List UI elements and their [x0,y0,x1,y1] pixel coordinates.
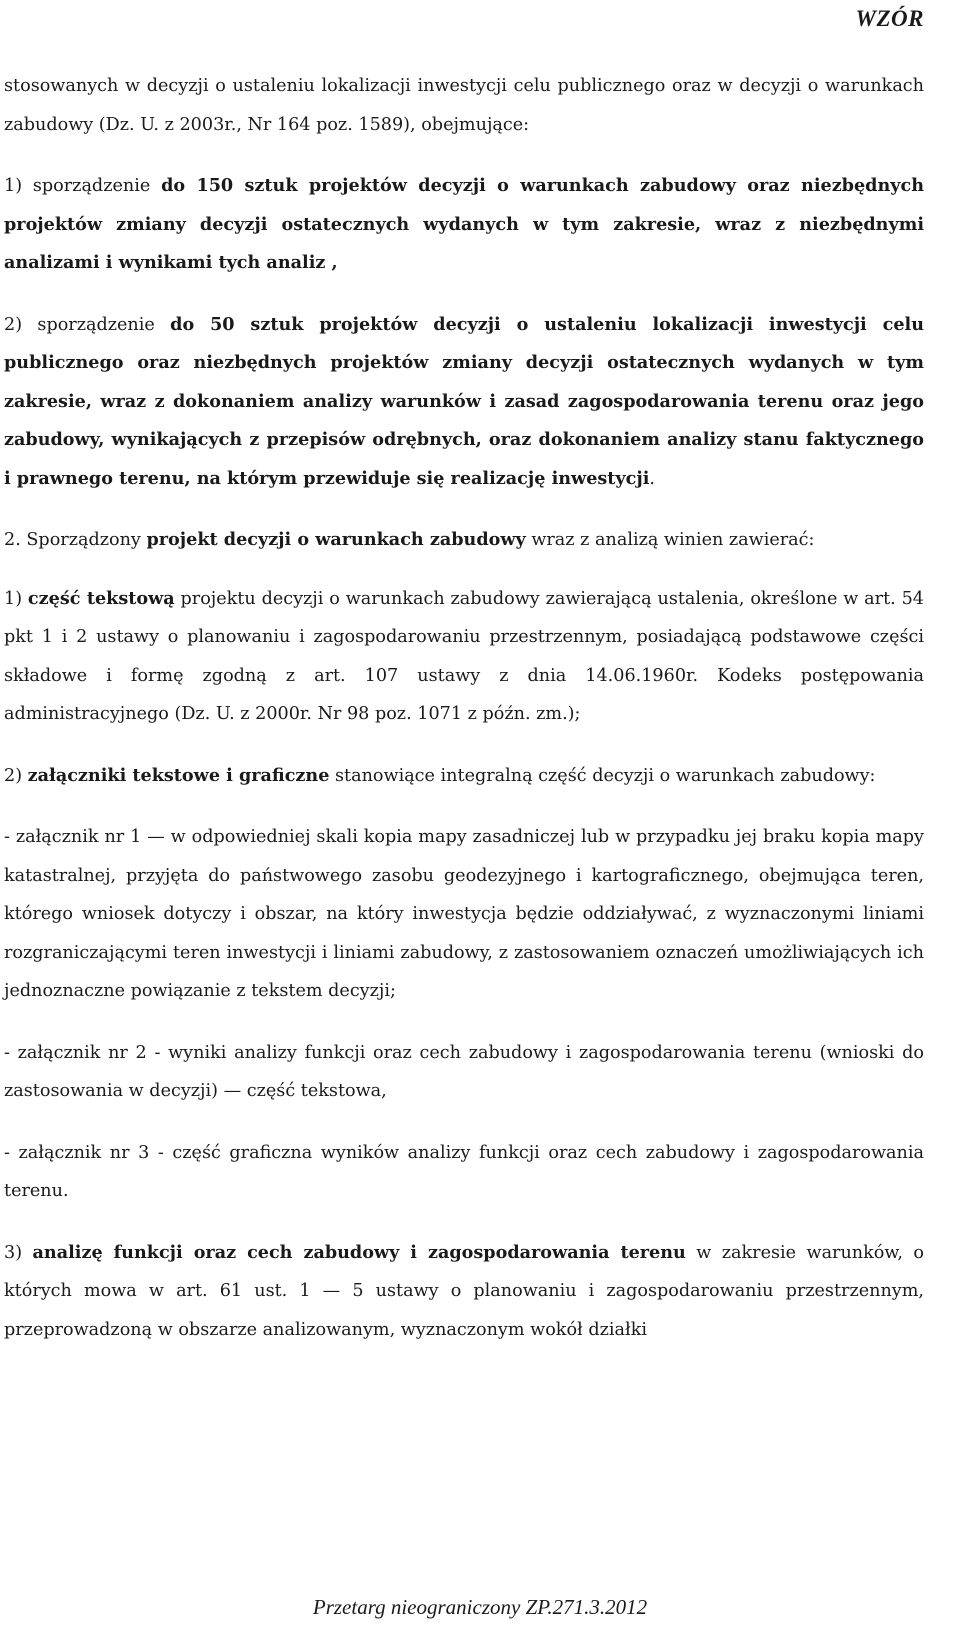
section-2-lead: 2. Sporządzony [4,530,147,550]
attachments-lead: 2) [4,765,28,786]
section-2-tail: wraz z analizą winien zawierać: [525,530,815,550]
document-mark: WZÓR [855,6,924,31]
item-2-bold: do 50 sztuk projektów decyzji o ustaleniu lokalizacji inwestycji celu publicznego oraz niezbędnych projektów zmiany decyzji ostatecznych wydanych w tym zakresie, wraz z dokonaniem analizy warunków i zasad zagospodarowania terenu oraz jego zabudowy, wynikających z przepisów odrębnych, oraz dokonaniem analizy stanu faktycznego i prawnego terenu, na którym przewiduje się realizację inwestycji [4,313,925,489]
item-2-lead: 2) sporządzenie [4,314,171,335]
text-part-lead: 1) [4,588,28,609]
text-part-bold: część tekstową [27,587,175,609]
page-footer: Przetarg nieograniczony ZP.271.3.2012 [312,1595,648,1619]
paragraph-attachment-1: - załącznik nr 1 — w odpowiedniej skali kopia mapy zasadniczej lub w przypadku jej braku kopia mapy katastralnej, przyjęta do państwowego zasobu geodezyjnego i kartograficznego, obejmująca teren, którego wniosek dotyczy i obszar, na który inwestycja będzie oddziaływać, z wyznaczonymi liniami rozgraniczającymi teren inwestycji i liniami zabudowy, z zastosowaniem oznaczeń umożliwiających ich jednoznaczne powiązanie z tekstem decyzji; [4,827,924,1001]
paragraph-analysis [4,1234,924,1350]
paragraph-item-1 [4,167,924,283]
paragraph-text-part [4,580,924,734]
item-2-end: . [649,468,656,489]
attachments-bold: załączniki tekstowe i graficzne [27,764,330,786]
analysis-lead: 3) [4,1242,33,1263]
text-part-tail: projektu decyzji o warunkach zabudowy zawierającą ustalenia, określone w art. 54 pkt 1 i 2 ustawy o planowaniu i zagospodarowaniu przestrzennym, posiadającą podstawowe części składowe i formę zgodną z art. 107 ustawy z dnia 14.06.1960r. Kodeks postępowania administracyjnego (Dz. U. z 2000r. Nr 98 poz. 1071 z późn. zm.); [4,588,924,724]
paragraph-section-2 [4,521,924,560]
paragraph-intro: stosowanych w decyzji o ustaleniu lokalizacji inwestycji celu publicznego oraz w decyzji o warunkach zabudowy (Dz. U. z 2003r., Nr 164 poz. 1589), obejmujące: [4,76,924,135]
item-1-lead: 1) sporządzenie [4,176,162,196]
paragraph-attachments [4,757,924,796]
section-2-bold: projekt decyzji o warunkach zabudowy [146,529,526,550]
attachments-tail: stanowiące integralną część decyzji o warunkach zabudowy: [329,765,876,786]
item-1-bold: do 150 sztuk projektów decyzji o warunkach zabudowy oraz niezbędnych projektów zmiany decyzji ostatecznych wydanych w tym zakresie, wraz z niezbędnymi analizami i wynikami tych analiz , [4,175,924,273]
paragraph-attachment-2: - załącznik nr 2 - wyniki analizy funkcji oraz cech zabudowy i zagospodarowania terenu (wnioski do zastosowania w decyzji) — część tekstowa, [4,1042,924,1101]
analysis-bold: analizę funkcji oraz cech zabudowy i zagospodarowania terenu [32,1241,686,1263]
paragraph-item-2 [4,306,924,499]
paragraph-attachment-3: - załącznik nr 3 - część graficzna wyników analizy funkcji oraz cech zabudowy i zagospodarowania terenu. [4,1142,924,1201]
analysis-tail: w zakresie warunków, o których mowa w art. 61 ust. 1 — 5 ustawy o planowaniu i zagospodarowaniu przestrzennym, przeprowadzoną w obszarze analizowanym, wyznaczonym wokół działki [4,1242,924,1340]
document-body [4,67,924,1349]
